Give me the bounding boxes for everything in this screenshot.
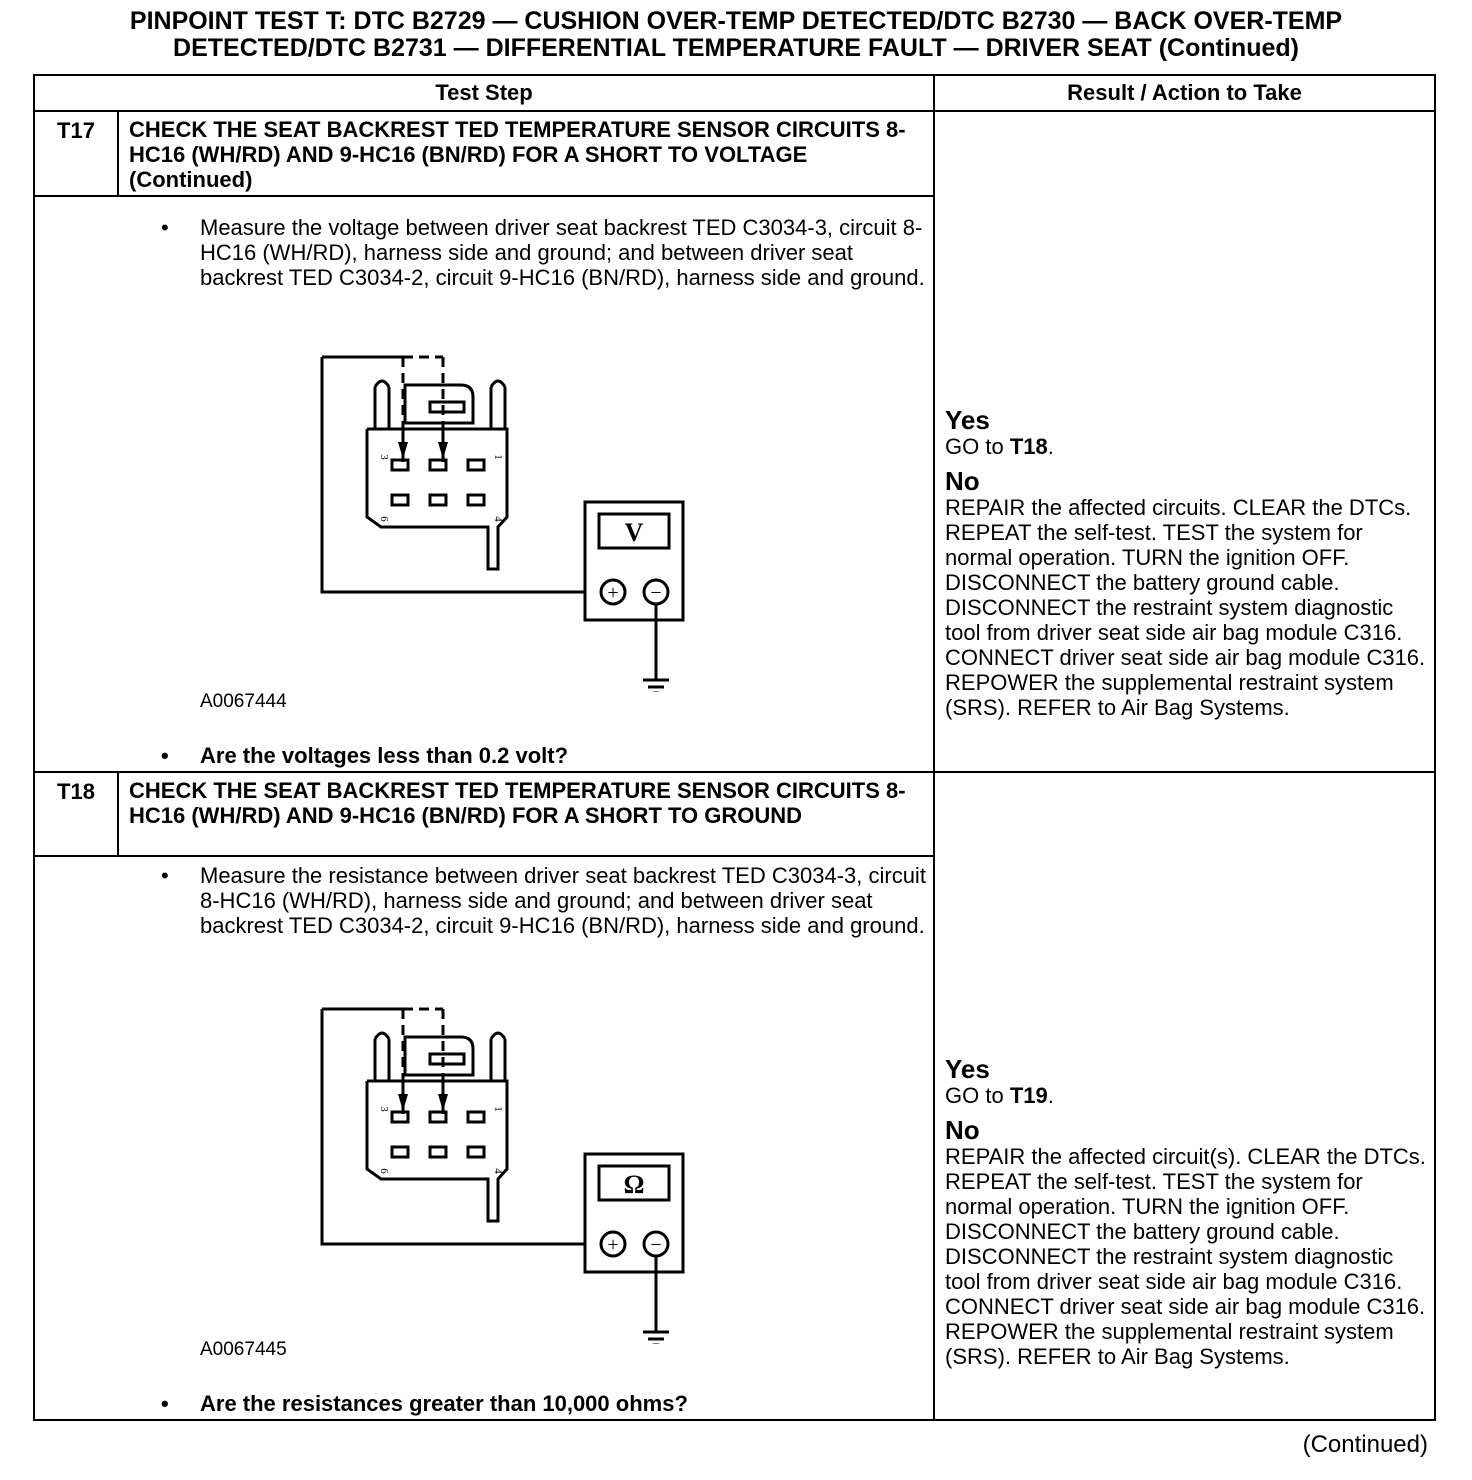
pin-label-3: 3: [378, 454, 390, 460]
result-block: [945, 1055, 1428, 1369]
continued-note: (Continued): [1302, 1431, 1428, 1458]
bullet-marker: •: [161, 1391, 169, 1416]
step-heading: CHECK THE SEAT BACKREST TED TEMPERATURE SENSOR CIRCUITS 8-HC16 (WH/RD) AND 9-HC16 (BN/RD) FOR A SHORT TO VOLTAGE (Continued): [118, 111, 934, 196]
pin-label-1: 1: [492, 454, 504, 460]
bullet-marker: •: [161, 743, 169, 768]
positive-lead-wire: [322, 1009, 585, 1244]
no-action: REPAIR the affected circuits. CLEAR the DTCs. REPEAT the self-test. TEST the system for normal operation. TURN the ignition OFF. DISCONNECT the battery ground cable. DISCONNECT the restraint system diagnostic tool from driver seat side air bag module C316. CONNECT driver seat side air bag module C316. REPOWER the supplemental restraint system (SRS). REFER to Air Bag Systems.: [945, 495, 1426, 720]
step-heading-row: [34, 111, 1435, 196]
step-question: Are the voltages less than 0.2 volt?: [200, 743, 569, 768]
pin-label-4: 4: [492, 516, 504, 522]
no-label: No: [945, 1115, 980, 1145]
connector-right-tab: [491, 381, 505, 429]
yes-label: Yes: [945, 1054, 990, 1084]
title-line-2: DETECTED/DTC B2731 — DIFFERENTIAL TEMPERATURE FAULT — DRIVER SEAT (Continued): [173, 34, 1299, 62]
yes-action-text: GO to: [945, 1083, 1010, 1108]
connector-right-tab: [491, 1033, 505, 1081]
yes-label: Yes: [945, 405, 990, 435]
step-instruction: Measure the resistance between driver seat backrest TED C3034-3, circuit 8-HC16 (WH/RD), harness side and ground; and between driver seat backrest TED C3034-2, circuit 9-HC16 (BN/RD), harness side and ground.: [200, 863, 926, 938]
step-id: T18: [34, 772, 118, 856]
meter-symbol-ohm: Ω: [623, 1170, 645, 1199]
step-result-cell: [934, 772, 1435, 1420]
yes-suffix: .: [1047, 434, 1054, 459]
pin-label-4: 4: [492, 1168, 504, 1174]
result-block: [945, 406, 1428, 720]
page-title: [0, 8, 1472, 62]
pin-label-1: 1: [492, 1106, 504, 1112]
step-heading: CHECK THE SEAT BACKREST TED TEMPERATURE SENSOR CIRCUITS 8-HC16 (WH/RD) AND 9-HC16 (BN/RD) FOR A SHORT TO GROUND: [118, 772, 934, 856]
table-header-row: [34, 75, 1435, 111]
minus-sign: −: [650, 1234, 662, 1256]
meter-symbol-volt: V: [624, 518, 644, 547]
bullet-marker: •: [161, 215, 169, 240]
pin-label-6: 6: [378, 516, 390, 522]
yes-target-link[interactable]: T18: [1009, 434, 1048, 459]
step-body: [34, 196, 934, 772]
bullet-marker: •: [161, 863, 169, 888]
column-header-test-step: Test Step: [34, 75, 934, 111]
yes-suffix: .: [1047, 1083, 1054, 1108]
step-result-cell: [934, 111, 1435, 772]
step-question: Are the resistances greater than 10,000 ohms?: [200, 1391, 688, 1416]
no-label: No: [945, 466, 980, 496]
minus-sign: −: [650, 582, 662, 604]
positive-lead-wire: [322, 357, 585, 592]
step-id: T17: [34, 111, 118, 196]
yes-action-text: GO to: [945, 434, 1010, 459]
voltmeter-diagram: [285, 347, 705, 692]
step-heading-row: [34, 772, 1435, 856]
connector-body: [367, 1081, 507, 1221]
step-instruction: Measure the voltage between driver seat backrest TED C3034-3, circuit 8-HC16 (WH/RD), harness side and ground; and between driver seat backrest TED C3034-2, circuit 9-HC16 (BN/RD), harness side and ground.: [200, 215, 925, 290]
step-body: [34, 856, 934, 1420]
yes-action: [945, 434, 1428, 459]
pin-label-3: 3: [378, 1106, 390, 1112]
yes-action: [945, 1083, 1428, 1108]
connector-left-tab: [375, 381, 389, 429]
pinpoint-test-table: [33, 74, 1436, 1421]
plus-sign: +: [607, 1234, 619, 1256]
title-line-1: PINPOINT TEST T: DTC B2729 — CUSHION OVER-TEMP DETECTED/DTC B2730 — BACK OVER-TEMP: [129, 7, 1343, 35]
no-action: REPAIR the affected circuit(s). CLEAR the DTCs. REPEAT the self-test. TEST the system for normal operation. TURN the ignition OFF. DISCONNECT the battery ground cable. DISCONNECT the restraint system diagnostic tool from driver seat side air bag module C316. CONNECT driver seat side air bag module C316. REPOWER the supplemental restraint system (SRS). REFER to Air Bag Systems.: [945, 1144, 1426, 1369]
plus-sign: +: [607, 582, 619, 604]
pin-label-6: 6: [378, 1168, 390, 1174]
connector-body: [367, 429, 507, 569]
connector-left-tab: [375, 1033, 389, 1081]
figure-id: A0067445: [200, 1339, 287, 1360]
column-header-result: Result / Action to Take: [934, 75, 1435, 111]
figure-id: A0067444: [200, 691, 287, 712]
ohmmeter-diagram: [285, 999, 705, 1344]
yes-target-link[interactable]: T19: [1009, 1083, 1048, 1108]
